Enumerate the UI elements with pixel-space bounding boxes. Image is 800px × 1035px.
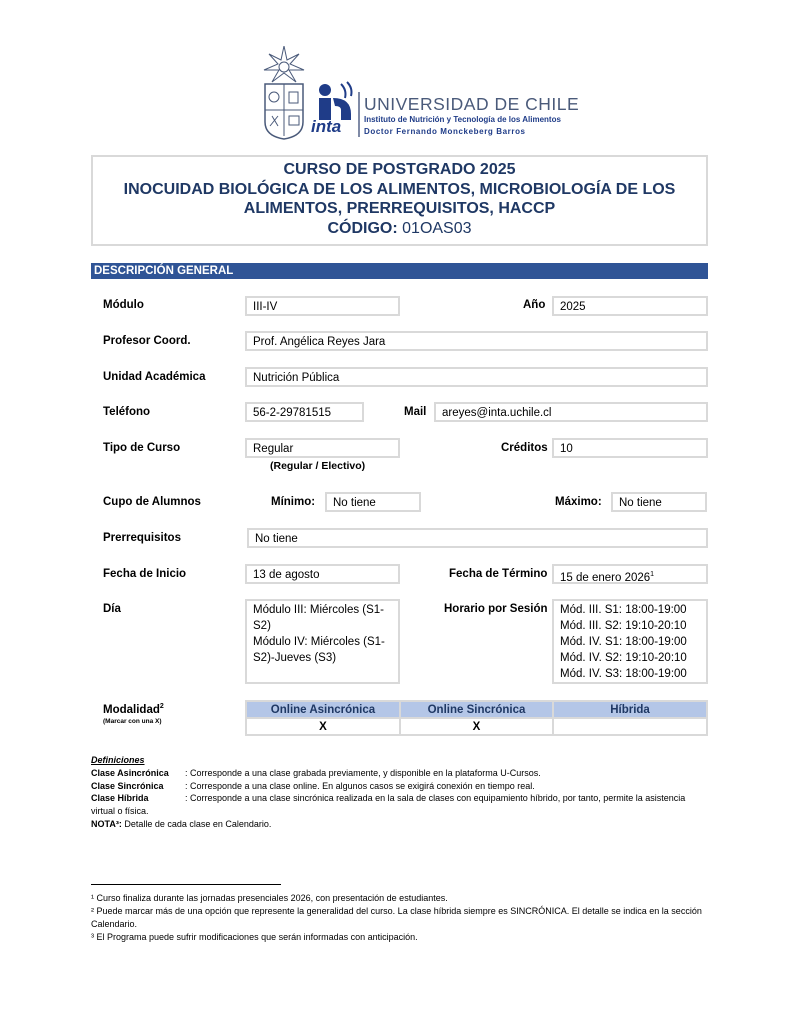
definitions-heading: Definiciones bbox=[91, 755, 145, 765]
horario-line: Mód. III. S2: 19:10-20:10 bbox=[560, 620, 687, 632]
anio-field: 2025 bbox=[552, 296, 708, 316]
course-title-line-1: CURSO DE POSTGRADO 2025 bbox=[283, 161, 516, 178]
nota bbox=[91, 818, 711, 831]
mail-field: areyes@inta.uchile.cl bbox=[434, 402, 708, 422]
horario-line: Mód. III. S1: 18:00-19:00 bbox=[560, 604, 687, 616]
modulo-field: III-IV bbox=[245, 296, 400, 316]
horario-field bbox=[552, 599, 708, 684]
institute-name: Instituto de Nutrición y Tecnología de los Alimentos bbox=[364, 115, 561, 124]
profesor-label: Profesor Coord. bbox=[103, 335, 191, 347]
mail-label: Mail bbox=[404, 406, 427, 418]
university-name: UNIVERSIDAD DE CHILE bbox=[364, 94, 580, 114]
course-code-label: CÓDIGO: bbox=[327, 219, 398, 237]
profesor-field: Prof. Angélica Reyes Jara bbox=[245, 331, 708, 351]
unidad-label: Unidad Académica bbox=[103, 371, 206, 383]
definition-continuation: virtual o física. bbox=[91, 806, 149, 817]
tipo-hint: (Regular / Electivo) bbox=[270, 460, 366, 472]
tipo-field: Regular bbox=[245, 438, 400, 458]
definition-row bbox=[91, 767, 711, 780]
modalidad-label bbox=[103, 703, 164, 716]
dia-line: Módulo IV: Miércoles (S1- bbox=[253, 636, 385, 648]
dia-line: Módulo III: Miércoles (S1- bbox=[253, 604, 385, 616]
modalidad-header-asincronica: Online Asincrónica bbox=[246, 701, 400, 718]
footnote-1: ¹ Curso finaliza durante las jornadas presenciales 2026, con presentación de estudiantes. bbox=[91, 893, 448, 903]
modalidad-footnote-ref: 2 bbox=[159, 703, 164, 710]
definition-text: : Corresponde a una clase grabada previamente, y disponible en la plataforma U-Cursos. bbox=[185, 767, 541, 778]
prerreq-label: Prerrequisitos bbox=[103, 532, 181, 544]
horario-label: Horario por Sesión bbox=[444, 603, 548, 615]
creditos-label: Créditos bbox=[501, 442, 548, 454]
termino-value: 15 de enero 2026 bbox=[560, 571, 651, 584]
modalidad-table bbox=[245, 700, 708, 736]
course-code bbox=[93, 219, 706, 239]
termino-footnote-ref: 1 bbox=[650, 571, 655, 578]
definition-row bbox=[91, 792, 711, 805]
horario-line: Mód. IV. S1: 18:00-19:00 bbox=[560, 636, 687, 648]
director-name: Doctor Fernando Monckeberg Barros bbox=[364, 127, 526, 136]
definition-term: Clase Híbrida bbox=[91, 793, 149, 804]
dia-line: S2)-Jueves (S3) bbox=[253, 652, 337, 664]
footnote-2: ² Puede marcar más de una opción que represente la generalidad del curso. La clase híbrida siempre es SINCRÓNICA. El detalle se indica en la sección Calendario. bbox=[91, 906, 702, 929]
definition-text: : Corresponde a una clase online. En algunos casos se exigirá conexión en tiempo real. bbox=[185, 780, 535, 791]
section-header: DESCRIPCIÓN GENERAL bbox=[91, 263, 708, 279]
termino-field bbox=[552, 564, 708, 584]
horario-line: Mód. IV. S3: 18:00-19:00 bbox=[560, 668, 687, 680]
dia-line: S2) bbox=[253, 620, 271, 632]
definition-row bbox=[91, 780, 711, 793]
inicio-field: 13 de agosto bbox=[245, 564, 400, 584]
minimo-label: Mínimo: bbox=[271, 496, 316, 508]
logo-divider bbox=[358, 92, 360, 137]
footnote-3: ³ El Programa puede sufrir modificaciones que serán informadas con anticipación. bbox=[91, 932, 418, 942]
definition-term: Clase Asincrónica bbox=[91, 767, 169, 778]
modulo-label: Módulo bbox=[103, 299, 144, 311]
anio-label: Año bbox=[523, 299, 546, 311]
unidad-field: Nutrición Pública bbox=[245, 367, 708, 387]
definition-text: : Corresponde a una clase sincrónica realizada en la sala de clases con equipamiento híbrido, por tanto, permite la asistencia bbox=[185, 793, 686, 804]
course-title-line-2: INOCUIDAD BIOLÓGICA DE LOS ALIMENTOS, MICROBIOLOGÍA DE LOS bbox=[123, 180, 676, 198]
minimo-field: No tiene bbox=[325, 492, 421, 512]
modalidad-header-sincronica: Online Sincrónica bbox=[400, 701, 553, 718]
creditos-field: 10 bbox=[552, 438, 708, 458]
termino-label: Fecha de Término bbox=[449, 568, 548, 580]
modalidad-label-text: Modalidad bbox=[103, 703, 160, 716]
nota-text: Detalle de cada clase en Calendario. bbox=[124, 818, 272, 829]
course-title-box bbox=[91, 155, 708, 246]
inta-logo-text: inta bbox=[311, 117, 342, 136]
dia-field bbox=[245, 599, 400, 684]
modalidad-hint: (Marcar con una X) bbox=[103, 718, 162, 725]
telefono-label: Teléfono bbox=[103, 406, 151, 418]
tipo-label: Tipo de Curso bbox=[103, 442, 181, 454]
prerreq-field: No tiene bbox=[247, 528, 708, 548]
horario-line: Mód. IV. S2: 19:10-20:10 bbox=[560, 652, 687, 664]
modalidad-mark-hibrida bbox=[553, 718, 707, 735]
modalidad-mark-asincronica: X bbox=[246, 718, 400, 735]
course-code-value: 01OAS03 bbox=[402, 219, 472, 237]
maximo-label: Máximo: bbox=[555, 496, 602, 508]
cupo-label: Cupo de Alumnos bbox=[103, 496, 201, 508]
definitions bbox=[91, 754, 711, 831]
definition-term: Clase Sincrónica bbox=[91, 780, 164, 791]
course-title-line-3: ALIMENTOS, PRERREQUISITOS, HACCP bbox=[243, 200, 556, 217]
dia-label: Día bbox=[103, 603, 121, 615]
university-seal bbox=[262, 46, 306, 140]
nota-label: NOTA³: bbox=[91, 818, 122, 829]
footnote-separator bbox=[91, 884, 281, 885]
telefono-field: 56-2-29781515 bbox=[245, 402, 364, 422]
inicio-label: Fecha de Inicio bbox=[103, 568, 187, 580]
modalidad-mark-sincronica: X bbox=[400, 718, 553, 735]
modalidad-header-hibrida: Híbrida bbox=[553, 701, 707, 718]
maximo-field: No tiene bbox=[611, 492, 707, 512]
